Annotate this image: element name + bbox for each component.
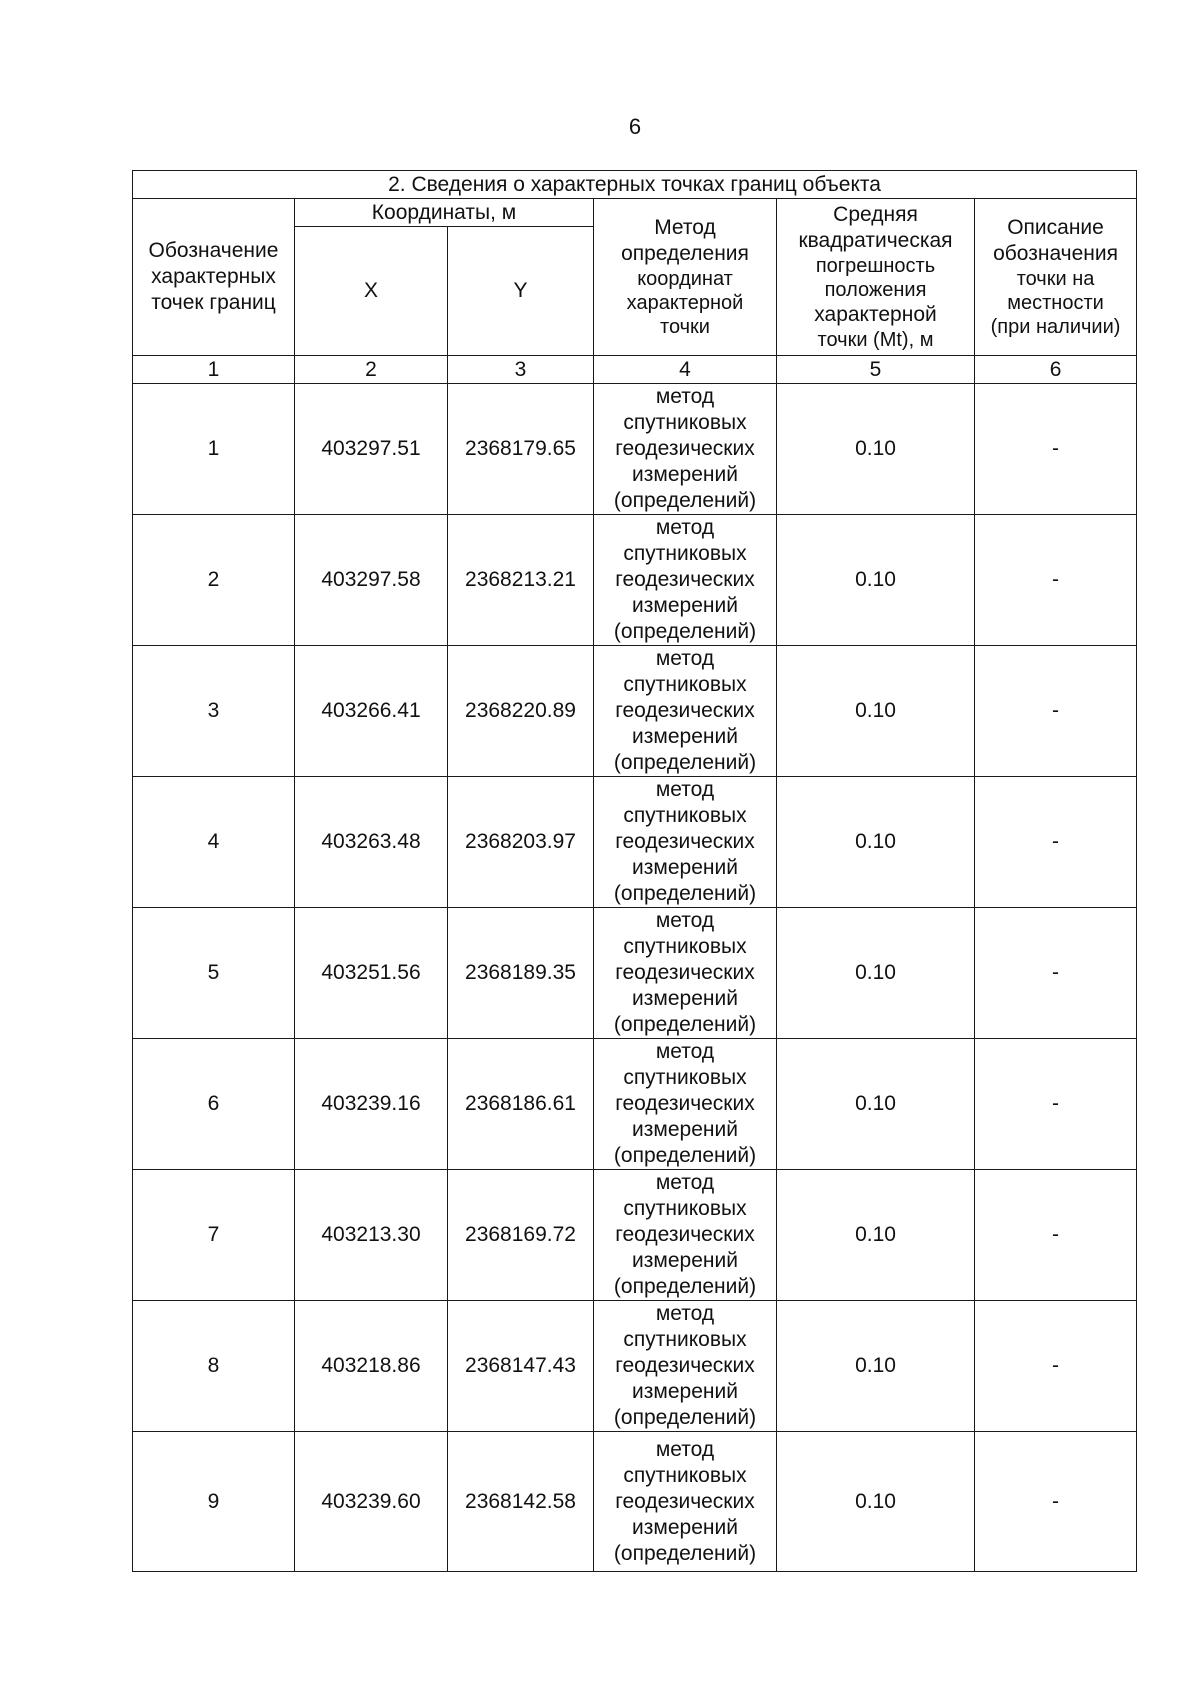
table-row: [133, 1039, 1137, 1170]
cell-error: 0.10: [777, 1432, 975, 1572]
method-line: геодезических: [615, 1223, 755, 1246]
cell-y: 2368169.72: [448, 1170, 594, 1301]
method-line: (определений): [613, 489, 757, 512]
cell-y: 2368179.65: [448, 384, 594, 515]
method-line: (определений): [613, 1406, 757, 1429]
cell-description: -: [975, 1432, 1137, 1572]
method-line: метод: [655, 647, 715, 670]
method-line: геодезических: [615, 1489, 755, 1513]
method-line: спутниковых: [623, 1328, 747, 1351]
method-line: метод: [655, 909, 715, 932]
table-row: [133, 1170, 1137, 1301]
column-number: 4: [594, 356, 777, 384]
header-description: [975, 199, 1137, 356]
header-line: характерной: [626, 292, 744, 314]
boundary-points-table: [132, 170, 1137, 1572]
method-line: геодезических: [615, 830, 755, 853]
method-line: измерений: [632, 594, 738, 617]
cell-x: 403297.51: [295, 384, 448, 515]
method-line: геодезических: [615, 1092, 755, 1115]
cell-description: -: [975, 646, 1137, 777]
method-line: геодезических: [615, 1354, 755, 1377]
cell-description: -: [975, 384, 1137, 515]
cell-error: 0.10: [777, 384, 975, 515]
header-coordinates: Координаты, м: [295, 199, 594, 227]
cell-point: 4: [133, 777, 295, 908]
method-line: измерений: [632, 463, 738, 486]
method-line: измерений: [632, 1118, 738, 1141]
cell-x: 403266.41: [295, 646, 448, 777]
header-method: [594, 199, 777, 356]
cell-y: 2368220.89: [448, 646, 594, 777]
cell-description: -: [975, 1039, 1137, 1170]
method-line: метод: [655, 1437, 715, 1461]
method-line: измерений: [632, 1380, 738, 1403]
header-line: характерных: [151, 265, 276, 288]
method-line: геодезических: [615, 437, 755, 460]
header-line: точки на: [1016, 268, 1095, 290]
method-line: спутниковых: [623, 411, 747, 434]
header-line: координат: [637, 268, 733, 290]
page-number: 6: [628, 114, 642, 139]
column-number: 2: [295, 356, 448, 384]
cell-y: 2368189.35: [448, 908, 594, 1039]
table-row: [133, 1432, 1137, 1572]
method-line: метод: [655, 385, 715, 408]
cell-method: [594, 908, 777, 1039]
cell-description: -: [975, 515, 1137, 646]
method-line: геодезических: [615, 961, 755, 984]
table-row: [133, 777, 1137, 908]
table-row: [133, 908, 1137, 1039]
method-line: метод: [655, 1171, 715, 1194]
column-number: 5: [777, 356, 975, 384]
header-line: квадратическая: [798, 229, 953, 252]
method-line: спутниковых: [623, 542, 747, 565]
cell-y: 2368213.21: [448, 515, 594, 646]
cell-y: 2368186.61: [448, 1039, 594, 1170]
cell-method: [594, 515, 777, 646]
method-line: спутниковых: [623, 1066, 747, 1089]
cell-method: [594, 1301, 777, 1432]
cell-method: [594, 384, 777, 515]
cell-point: 1: [133, 384, 295, 515]
header-line: точки: [660, 316, 710, 338]
header-line: Средняя: [833, 203, 918, 226]
header-error: [777, 199, 975, 356]
cell-description: -: [975, 777, 1137, 908]
cell-x: 403239.16: [295, 1039, 448, 1170]
cell-point: 8: [133, 1301, 295, 1432]
cell-error: 0.10: [777, 908, 975, 1039]
method-line: измерений: [632, 987, 738, 1010]
method-line: геодезических: [615, 699, 755, 722]
header-line: Метод: [654, 216, 716, 239]
header-line: определения: [621, 242, 749, 265]
header-line: Обозначение: [148, 239, 279, 262]
cell-error: 0.10: [777, 777, 975, 908]
cell-error: 0.10: [777, 646, 975, 777]
header-point-designation: [133, 199, 295, 356]
cell-point: 5: [133, 908, 295, 1039]
method-line: метод: [655, 1040, 715, 1063]
table-row: [133, 515, 1137, 646]
header-line: обозначения: [993, 242, 1118, 265]
method-line: спутниковых: [623, 673, 747, 696]
column-number: 6: [975, 356, 1137, 384]
method-line: (определений): [613, 1275, 757, 1298]
column-number: 1: [133, 356, 295, 384]
cell-x: 403213.30: [295, 1170, 448, 1301]
cell-x: 403263.48: [295, 777, 448, 908]
table-row: [133, 646, 1137, 777]
cell-description: -: [975, 908, 1137, 1039]
cell-error: 0.10: [777, 1301, 975, 1432]
header-line: точки (Mt), м: [817, 329, 934, 351]
header-line: местности: [1007, 292, 1104, 314]
method-line: измерений: [632, 725, 738, 748]
method-line: (определений): [613, 1144, 757, 1167]
method-line: спутниковых: [623, 1463, 747, 1487]
cell-method: [594, 1432, 777, 1572]
cell-x: 403251.56: [295, 908, 448, 1039]
cell-method: [594, 1170, 777, 1301]
cell-description: -: [975, 1170, 1137, 1301]
method-line: (определений): [613, 620, 757, 643]
table-row: [133, 384, 1137, 515]
method-line: (определений): [613, 751, 757, 774]
method-line: метод: [655, 778, 715, 801]
cell-y: 2368142.58: [448, 1432, 594, 1572]
cell-error: 0.10: [777, 515, 975, 646]
cell-description: -: [975, 1301, 1137, 1432]
method-line: измерений: [632, 1249, 738, 1272]
column-number: 3: [448, 356, 594, 384]
table-caption: 2. Сведения о характерных точках границ объекта: [133, 171, 1137, 199]
cell-x: 403218.86: [295, 1301, 448, 1432]
header-line: (при наличии): [990, 316, 1121, 338]
header-y: Y: [448, 227, 594, 356]
cell-y: 2368147.43: [448, 1301, 594, 1432]
cell-method: [594, 646, 777, 777]
header-line: характерной: [814, 303, 937, 326]
method-line: спутниковых: [623, 1197, 747, 1220]
header-x: X: [295, 227, 448, 356]
cell-point: 7: [133, 1170, 295, 1301]
cell-point: 6: [133, 1039, 295, 1170]
method-line: измерений: [632, 1515, 738, 1539]
method-line: (определений): [613, 1013, 757, 1036]
table-row: [133, 1301, 1137, 1432]
table-body: [133, 384, 1137, 1572]
cell-point: 9: [133, 1432, 295, 1572]
header-line: Описание: [1007, 216, 1104, 239]
cell-y: 2368203.97: [448, 777, 594, 908]
method-line: (определений): [613, 882, 757, 905]
cell-x: 403239.60: [295, 1432, 448, 1572]
header-line: погрешность: [815, 255, 936, 277]
header-line: точек границ: [151, 291, 276, 314]
method-line: геодезических: [615, 568, 755, 591]
cell-error: 0.10: [777, 1170, 975, 1301]
cell-error: 0.10: [777, 1039, 975, 1170]
method-line: метод: [655, 516, 715, 539]
method-line: спутниковых: [623, 804, 747, 827]
cell-method: [594, 1039, 777, 1170]
cell-method: [594, 777, 777, 908]
method-line: измерений: [632, 856, 738, 879]
method-line: (определений): [613, 1541, 757, 1565]
method-line: метод: [655, 1302, 715, 1325]
cell-x: 403297.58: [295, 515, 448, 646]
method-line: спутниковых: [623, 935, 747, 958]
cell-point: 3: [133, 646, 295, 777]
cell-point: 2: [133, 515, 295, 646]
header-line: положения: [824, 279, 927, 301]
